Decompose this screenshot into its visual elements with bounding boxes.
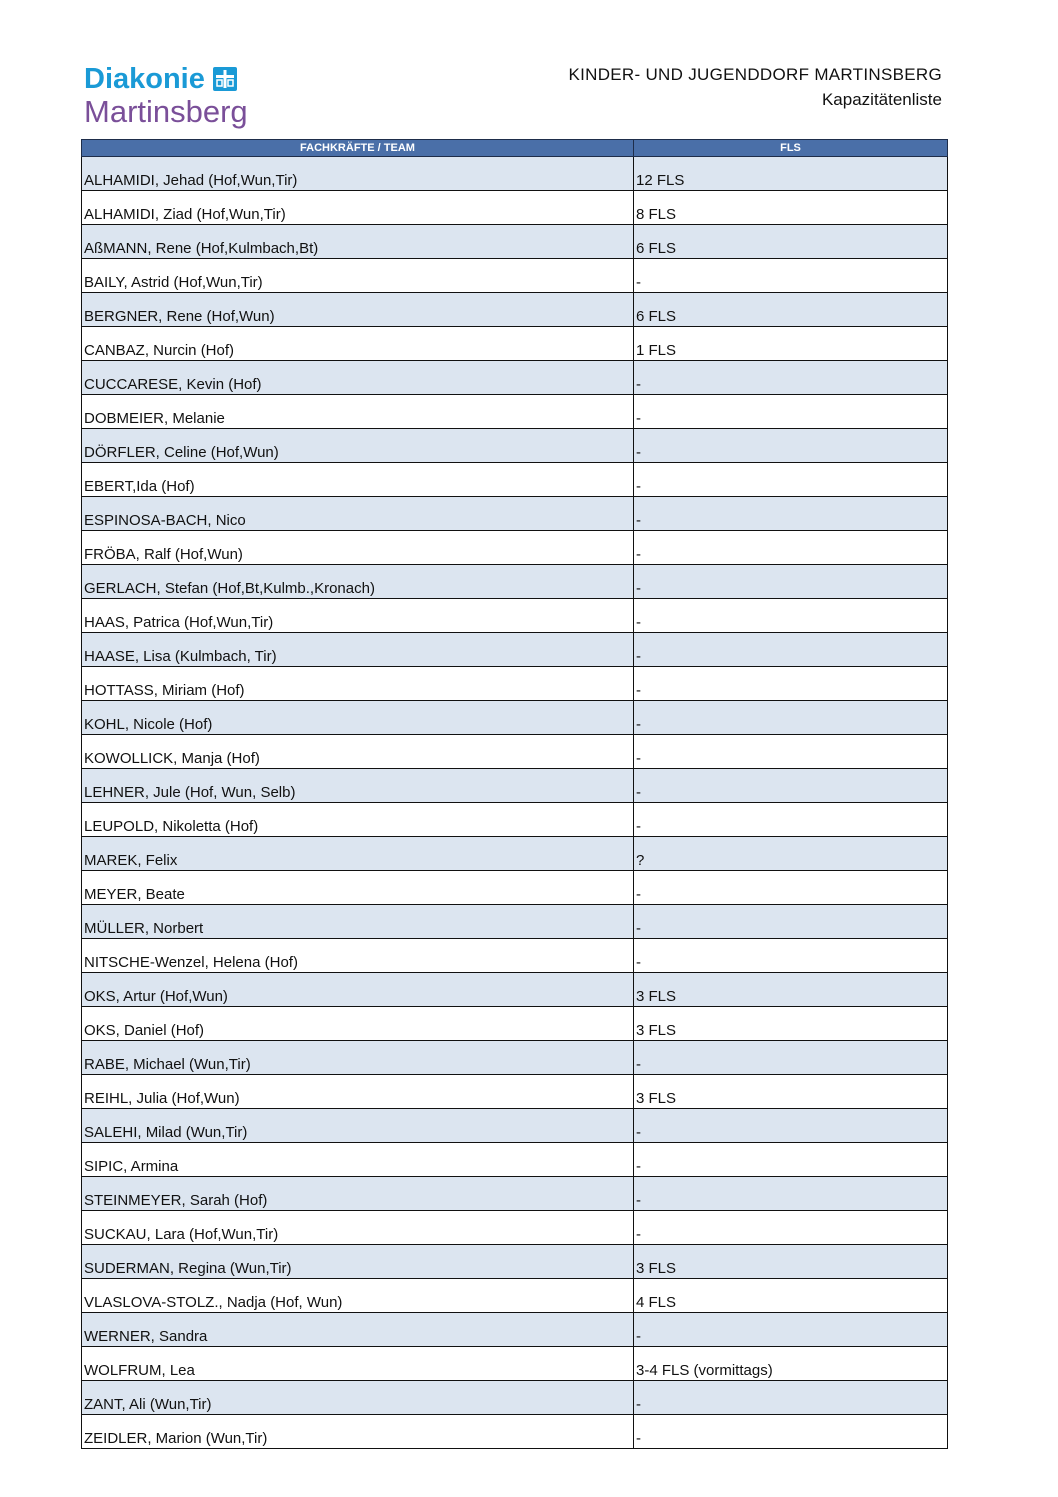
table-row: [82, 633, 948, 667]
table-row: [82, 1177, 948, 1211]
table-row: [82, 531, 948, 565]
logo-line2-text: Martinsberg: [84, 94, 248, 129]
team-member-name: GERLACH, Stefan (Hof,Bt,Kulmb.,Kronach): [84, 580, 375, 597]
cell-fls: [634, 735, 948, 769]
table-row: [82, 1109, 948, 1143]
team-member-name: RABE, Michael (Wun,Tir): [84, 1056, 251, 1073]
cell-team-member: [82, 1177, 634, 1211]
table-row: [82, 1143, 948, 1177]
table-row: [82, 225, 948, 259]
team-member-name: BERGNER, Rene (Hof,Wun): [84, 308, 275, 325]
table-row: [82, 939, 948, 973]
cell-team-member: [82, 463, 634, 497]
table-row: [82, 1313, 948, 1347]
cell-fls: [634, 1177, 948, 1211]
fls-value: -: [636, 512, 641, 529]
cell-team-member: [82, 973, 634, 1007]
fls-value: -: [636, 886, 641, 903]
cell-team-member: [82, 293, 634, 327]
team-member-name: MÜLLER, Norbert: [84, 920, 204, 937]
cell-team-member: [82, 1347, 634, 1381]
team-member-name: FRÖBA, Ralf (Hof,Wun): [84, 546, 243, 563]
table-row: [82, 157, 948, 191]
column-header-fls: FLS: [634, 140, 948, 157]
team-member-name: VLASLOVA-STOLZ., Nadja (Hof, Wun): [84, 1294, 343, 1311]
table-row: [82, 905, 948, 939]
cell-fls: [634, 973, 948, 1007]
table-row: [82, 327, 948, 361]
fls-value: -: [636, 920, 641, 937]
cell-team-member: [82, 837, 634, 871]
table-row: [82, 293, 948, 327]
cell-team-member: [82, 905, 634, 939]
team-member-name: EBERT,Ida (Hof): [84, 478, 195, 495]
cell-team-member: [82, 667, 634, 701]
diakonie-cross-icon: [213, 67, 237, 91]
cell-fls: [634, 871, 948, 905]
cell-fls: [634, 463, 948, 497]
cell-team-member: [82, 1075, 634, 1109]
table-row: [82, 1279, 948, 1313]
table-row: [82, 1347, 948, 1381]
team-member-name: ZEIDLER, Marion (Wun,Tir): [84, 1430, 268, 1447]
fls-value: -: [636, 818, 641, 835]
fls-value: -: [636, 1396, 641, 1413]
cell-team-member: [82, 225, 634, 259]
fls-value: -: [636, 580, 641, 597]
team-member-name: SALEHI, Milad (Wun,Tir): [84, 1124, 248, 1141]
cell-fls: [634, 837, 948, 871]
team-member-name: REIHL, Julia (Hof,Wun): [84, 1090, 240, 1107]
fls-value: -: [636, 546, 641, 563]
cell-fls: [634, 191, 948, 225]
fls-value: 3-4 FLS (vormittags): [636, 1362, 773, 1379]
column-header-team: FACHKRÄFTE / TEAM: [82, 140, 634, 157]
fls-value: 3 FLS: [636, 1022, 677, 1039]
cell-team-member: [82, 769, 634, 803]
table-row: [82, 667, 948, 701]
cell-fls: [634, 531, 948, 565]
cell-fls: [634, 1381, 948, 1415]
table-row: [82, 599, 948, 633]
table-row: [82, 191, 948, 225]
cell-team-member: [82, 735, 634, 769]
fls-value: -: [636, 1158, 641, 1175]
cell-fls: [634, 429, 948, 463]
logo-line1-text: Diakonie: [84, 63, 205, 95]
cell-team-member: [82, 361, 634, 395]
cell-fls: [634, 225, 948, 259]
cell-fls: [634, 1415, 948, 1449]
cell-fls: [634, 157, 948, 191]
cell-fls: [634, 905, 948, 939]
cell-team-member: [82, 497, 634, 531]
capacity-table: [81, 139, 948, 1449]
table-row: [82, 769, 948, 803]
fls-value: -: [636, 716, 641, 733]
cell-fls: [634, 293, 948, 327]
table-row: [82, 259, 948, 293]
team-member-name: CUCCARESE, Kevin (Hof): [84, 376, 262, 393]
fls-value: -: [636, 410, 641, 427]
cell-fls: [634, 1313, 948, 1347]
table-row: [82, 463, 948, 497]
fls-value: -: [636, 376, 641, 393]
team-member-name: DÖRFLER, Celine (Hof,Wun): [84, 444, 279, 461]
table-row: [82, 701, 948, 735]
cell-team-member: [82, 1109, 634, 1143]
team-member-name: ZANT, Ali (Wun,Tir): [84, 1396, 212, 1413]
fls-value: -: [636, 444, 641, 461]
cell-fls: [634, 599, 948, 633]
table-row: [82, 1211, 948, 1245]
table-header-row: [82, 140, 948, 157]
fls-value: -: [636, 648, 641, 665]
cell-team-member: [82, 1143, 634, 1177]
cell-team-member: [82, 1007, 634, 1041]
team-member-name: HAAS, Patrica (Hof,Wun,Tir): [84, 614, 274, 631]
fls-value: -: [636, 614, 641, 631]
table-row: [82, 429, 948, 463]
table-row: [82, 803, 948, 837]
fls-value: 1 FLS: [636, 342, 677, 359]
table-row: [82, 395, 948, 429]
cell-fls: [634, 1347, 948, 1381]
cell-team-member: [82, 1211, 634, 1245]
fls-value: 12 FLS: [636, 172, 685, 189]
team-member-name: WOLFRUM, Lea: [84, 1362, 195, 1379]
fls-value: -: [636, 1192, 641, 1209]
fls-value: 3 FLS: [636, 1090, 677, 1107]
cell-fls: [634, 395, 948, 429]
cell-fls: [634, 259, 948, 293]
table-row: [82, 1041, 948, 1075]
table-row: [82, 361, 948, 395]
table-row: [82, 837, 948, 871]
team-member-name: OKS, Daniel (Hof): [84, 1022, 205, 1039]
cell-team-member: [82, 429, 634, 463]
document-subtitle: Kapazitätenliste: [821, 90, 942, 109]
cell-team-member: [82, 395, 634, 429]
table-row: [82, 735, 948, 769]
cell-fls: [634, 1143, 948, 1177]
team-member-name: SIPIC, Armina: [84, 1158, 179, 1175]
team-member-name: SUDERMAN, Regina (Wun,Tir): [84, 1260, 292, 1277]
fls-value: 8 FLS: [636, 206, 677, 223]
table-row: [82, 1245, 948, 1279]
document-header: [568, 64, 942, 111]
team-member-name: DOBMEIER, Melanie: [84, 410, 225, 427]
table-row: [82, 1075, 948, 1109]
table-body: [82, 157, 948, 1449]
fls-value: -: [636, 1226, 641, 1243]
fls-value: -: [636, 1124, 641, 1141]
team-member-name: OKS, Artur (Hof,Wun): [84, 988, 228, 1005]
table-row: [82, 1381, 948, 1415]
team-member-name: KOHL, Nicole (Hof): [84, 716, 213, 733]
cell-team-member: [82, 1245, 634, 1279]
cell-team-member: [82, 157, 634, 191]
cell-team-member: [82, 939, 634, 973]
cell-team-member: [82, 531, 634, 565]
cell-team-member: [82, 633, 634, 667]
cell-team-member: [82, 803, 634, 837]
cell-team-member: [82, 259, 634, 293]
cell-team-member: [82, 327, 634, 361]
cell-fls: [634, 769, 948, 803]
fls-value: -: [636, 750, 641, 767]
cell-team-member: [82, 1279, 634, 1313]
team-member-name: LEHNER, Jule (Hof, Wun, Selb): [84, 784, 296, 801]
fls-value: 3 FLS: [636, 988, 677, 1005]
table-row: [82, 871, 948, 905]
cell-team-member: [82, 1381, 634, 1415]
fls-value: 6 FLS: [636, 240, 677, 257]
table-row: [82, 497, 948, 531]
team-member-name: KOWOLLICK, Manja (Hof): [84, 750, 260, 767]
cell-fls: [634, 327, 948, 361]
table-row: [82, 973, 948, 1007]
cell-team-member: [82, 1041, 634, 1075]
team-member-name: MEYER, Beate: [84, 886, 185, 903]
cell-team-member: [82, 1313, 634, 1347]
team-member-name: CANBAZ, Nurcin (Hof): [84, 342, 235, 359]
fls-value: -: [636, 1328, 641, 1345]
fls-value: -: [636, 784, 641, 801]
cell-fls: [634, 361, 948, 395]
cell-fls: [634, 1279, 948, 1313]
team-member-name: STEINMEYER, Sarah (Hof): [84, 1192, 268, 1209]
team-member-name: SUCKAU, Lara (Hof,Wun,Tir): [84, 1226, 279, 1243]
team-member-name: LEUPOLD, Nikoletta (Hof): [84, 818, 259, 835]
fls-value: 3 FLS: [636, 1260, 677, 1277]
cell-fls: [634, 1041, 948, 1075]
cell-fls: [634, 565, 948, 599]
cell-fls: [634, 497, 948, 531]
team-member-name: ALHAMIDI, Jehad (Hof,Wun,Tir): [84, 172, 298, 189]
cell-team-member: [82, 599, 634, 633]
cell-team-member: [82, 701, 634, 735]
fls-value: 4 FLS: [636, 1294, 677, 1311]
team-member-name: BAILY, Astrid (Hof,Wun,Tir): [84, 274, 263, 291]
fls-value: 6 FLS: [636, 308, 677, 325]
cell-team-member: [82, 565, 634, 599]
fls-value: -: [636, 1056, 641, 1073]
diakonie-logo: [84, 62, 324, 130]
team-member-name: HAASE, Lisa (Kulmbach, Tir): [84, 648, 277, 665]
fls-value: ?: [636, 852, 645, 869]
fls-value: -: [636, 274, 641, 291]
cell-fls: [634, 1211, 948, 1245]
table-row: [82, 1007, 948, 1041]
cell-fls: [634, 1245, 948, 1279]
team-member-name: WERNER, Sandra: [84, 1328, 208, 1345]
cell-fls: [634, 1007, 948, 1041]
fls-value: -: [636, 478, 641, 495]
team-member-name: NITSCHE-Wenzel, Helena (Hof): [84, 954, 298, 971]
cell-fls: [634, 667, 948, 701]
cell-fls: [634, 701, 948, 735]
cell-fls: [634, 939, 948, 973]
table-row: [82, 565, 948, 599]
cell-team-member: [82, 191, 634, 225]
cell-team-member: [82, 871, 634, 905]
cell-fls: [634, 1109, 948, 1143]
team-member-name: ALHAMIDI, Ziad (Hof,Wun,Tir): [84, 206, 286, 223]
team-member-name: HOTTASS, Miriam (Hof): [84, 682, 245, 699]
cell-fls: [634, 1075, 948, 1109]
table-row: [82, 1415, 948, 1449]
cell-fls: [634, 803, 948, 837]
logo-wordmark: [84, 62, 324, 96]
team-member-name: MAREK, Felix: [84, 852, 178, 869]
team-member-name: AßMANN, Rene (Hof,Kulmbach,Bt): [84, 240, 319, 257]
team-member-name: ESPINOSA-BACH, Nico: [84, 512, 246, 529]
document-title: KINDER- UND JUGENDDORF MARTINSBERG: [568, 65, 942, 84]
fls-value: -: [636, 682, 641, 699]
cell-team-member: [82, 1415, 634, 1449]
fls-value: -: [636, 1430, 641, 1447]
fls-value: -: [636, 954, 641, 971]
cell-fls: [634, 633, 948, 667]
